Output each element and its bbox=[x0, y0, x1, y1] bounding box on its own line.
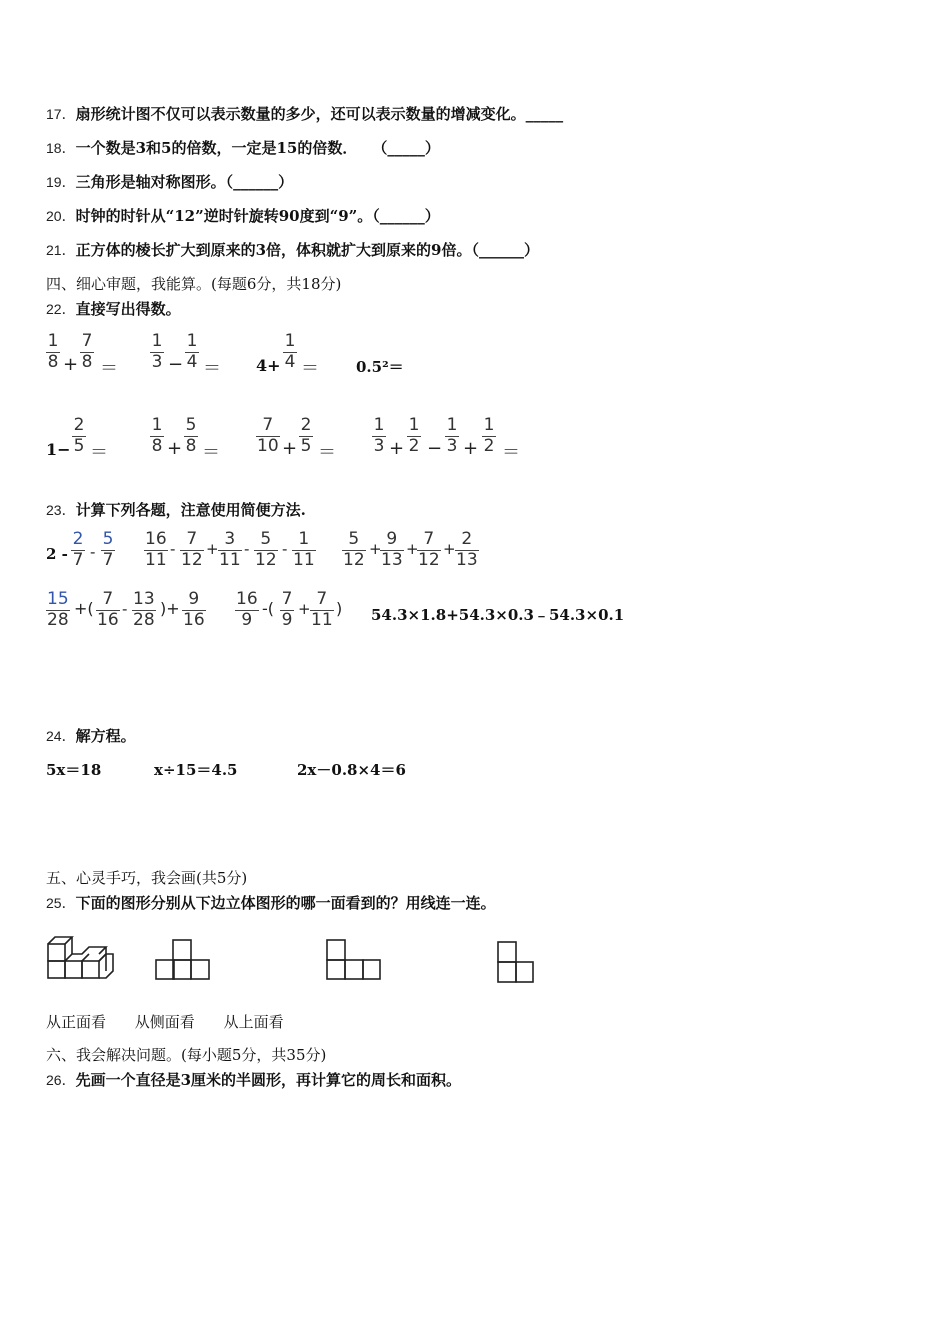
plus-sign: + bbox=[282, 438, 298, 459]
four-plus: 4+ bbox=[256, 356, 281, 375]
fraction: 1 8 bbox=[151, 415, 163, 456]
equation-3: 2x－0.8×4＝6 bbox=[297, 761, 406, 779]
fraction: 3 11 bbox=[219, 529, 241, 570]
question-number: 24． bbox=[46, 728, 76, 744]
question-21 bbox=[46, 239, 539, 260]
minus-sign: - bbox=[90, 543, 96, 561]
fraction: 1 3 bbox=[151, 331, 163, 372]
fraction: 7 12 bbox=[181, 529, 203, 570]
question-number: 25． bbox=[46, 895, 76, 911]
question-number: 26． bbox=[46, 1072, 76, 1088]
view-label-front: 从正面看 bbox=[46, 1013, 107, 1031]
fraction: 13 28 bbox=[133, 589, 155, 630]
equals-sign: ＝ bbox=[90, 442, 108, 463]
view-label-top: 从上面看 bbox=[223, 1013, 284, 1031]
minus-sign: - bbox=[244, 540, 250, 558]
question-text: 下面的图形分别从下边立体图形的哪一面看到的？用线连一连。 bbox=[75, 894, 496, 912]
equals-sign: ＝ bbox=[301, 358, 319, 379]
question-text: 计算下列各题，注意使用简便方法. bbox=[75, 501, 306, 519]
fraction: 2 13 bbox=[456, 529, 478, 570]
section-4-heading: 四、细心审题，我能算。(每题6分，共18分) bbox=[46, 275, 342, 293]
minus-sign: - bbox=[170, 540, 176, 558]
question-22 bbox=[46, 298, 181, 319]
fraction: 9 16 bbox=[183, 589, 205, 630]
fraction: 1 8 bbox=[47, 331, 59, 372]
fraction: 1 4 bbox=[284, 331, 296, 372]
power-expression: 0.5²＝ bbox=[356, 358, 404, 376]
one-minus: 1− bbox=[46, 440, 71, 459]
fraction: 5 8 bbox=[185, 415, 197, 456]
minus-sign: - bbox=[122, 600, 128, 618]
equals-sign: ＝ bbox=[202, 442, 220, 463]
question-number: 20． bbox=[46, 208, 76, 224]
fraction: 9 13 bbox=[381, 529, 403, 570]
equation-2: x÷15＝4.5 bbox=[154, 761, 238, 779]
plus-sign: + bbox=[298, 600, 311, 618]
section-5-heading: 五、心灵手巧，我会画(共5分) bbox=[46, 869, 248, 887]
fraction: 2 5 bbox=[73, 415, 85, 456]
close-paren: ) bbox=[336, 599, 343, 618]
question-text: 时钟的时针从“12”逆时针旋转90度到“9”。（______） bbox=[75, 207, 440, 225]
plus-sign: + bbox=[167, 438, 183, 459]
view-shape-c bbox=[494, 940, 536, 986]
plus-open-paren: +( bbox=[74, 599, 94, 618]
view-labels bbox=[46, 1011, 308, 1032]
plus-sign: + bbox=[206, 540, 219, 558]
fraction: 2 5 bbox=[300, 415, 312, 456]
plus-sign: + bbox=[369, 540, 382, 558]
plus-sign: + bbox=[463, 438, 479, 459]
question-26 bbox=[46, 1069, 461, 1090]
question-number: 19． bbox=[46, 174, 76, 190]
question-text: 正方体的棱长扩大到原来的3倍，体积就扩大到原来的9倍。（______） bbox=[75, 241, 539, 259]
fraction: 5 7 bbox=[102, 529, 114, 570]
equals-sign: ＝ bbox=[203, 358, 221, 379]
equals-sign: ＝ bbox=[318, 442, 336, 463]
fraction: 1 3 bbox=[373, 415, 385, 456]
fraction: 7 11 bbox=[311, 589, 333, 630]
equation-1: 5x＝18 bbox=[46, 761, 102, 779]
question-19 bbox=[46, 171, 293, 192]
minus-sign: − bbox=[427, 438, 443, 459]
long-expression: 54.3×1.8+54.3×0.3﹣54.3×0.1 bbox=[371, 606, 625, 624]
fraction: 5 12 bbox=[343, 529, 365, 570]
plus-sign: + bbox=[389, 438, 405, 459]
question-25 bbox=[46, 892, 496, 913]
close-paren-plus: )+ bbox=[160, 599, 180, 618]
equals-sign: ＝ bbox=[502, 442, 520, 463]
fraction: 7 8 bbox=[81, 331, 93, 372]
question-20 bbox=[46, 205, 440, 226]
fraction: 1 11 bbox=[293, 529, 315, 570]
fraction: 1 3 bbox=[446, 415, 458, 456]
fraction: 1 2 bbox=[483, 415, 495, 456]
question-text: 三角形是轴对称图形。（______） bbox=[75, 173, 294, 191]
view-label-side: 从侧面看 bbox=[134, 1013, 195, 1031]
question-number: 23． bbox=[46, 502, 76, 518]
minus-sign: − bbox=[168, 354, 184, 375]
question-number: 22． bbox=[46, 301, 76, 317]
plus-sign: + bbox=[443, 540, 456, 558]
fraction: 7 12 bbox=[418, 529, 440, 570]
question-number: 21． bbox=[46, 242, 76, 258]
fraction: 7 10 bbox=[257, 415, 279, 456]
view-shape-a bbox=[154, 938, 212, 982]
question-text: 扇形统计图不仅可以表示数量的多少，还可以表示数量的增减变化。_____ bbox=[75, 105, 564, 123]
question-23 bbox=[46, 499, 306, 520]
fraction: 15 28 bbox=[47, 589, 69, 630]
minus-open-paren: -( bbox=[262, 599, 275, 618]
section-6-heading: 六、我会解决问题。(每小题5分，共35分) bbox=[46, 1046, 327, 1064]
fraction: 16 9 bbox=[236, 589, 258, 630]
fraction: 1 2 bbox=[408, 415, 420, 456]
fraction: 5 12 bbox=[255, 529, 277, 570]
fraction: 2 7 bbox=[72, 529, 84, 570]
fraction: 1 4 bbox=[186, 331, 198, 372]
question-18 bbox=[46, 137, 440, 158]
fraction: 7 9 bbox=[281, 589, 293, 630]
question-number: 18． bbox=[46, 140, 76, 156]
question-text: 一个数是3和5的倍数，一定是15的倍数． （_____） bbox=[75, 139, 440, 157]
two-minus: 2 - bbox=[46, 545, 68, 563]
plus-sign: + bbox=[63, 354, 79, 375]
minus-sign: - bbox=[282, 540, 288, 558]
fraction: 7 16 bbox=[97, 589, 119, 630]
fraction: 16 11 bbox=[145, 529, 167, 570]
question-text: 先画一个直径是3厘米的半圆形，再计算它的周长和面积。 bbox=[75, 1071, 462, 1089]
equals-sign: ＝ bbox=[100, 358, 118, 379]
question-number: 17． bbox=[46, 106, 76, 122]
question-17 bbox=[46, 103, 563, 124]
question-text: 解方程。 bbox=[75, 727, 136, 745]
solid-figure-image bbox=[46, 932, 118, 982]
question-24 bbox=[46, 725, 136, 746]
view-shape-b bbox=[325, 938, 383, 982]
question-text: 直接写出得数。 bbox=[75, 300, 181, 318]
plus-sign: + bbox=[406, 540, 419, 558]
